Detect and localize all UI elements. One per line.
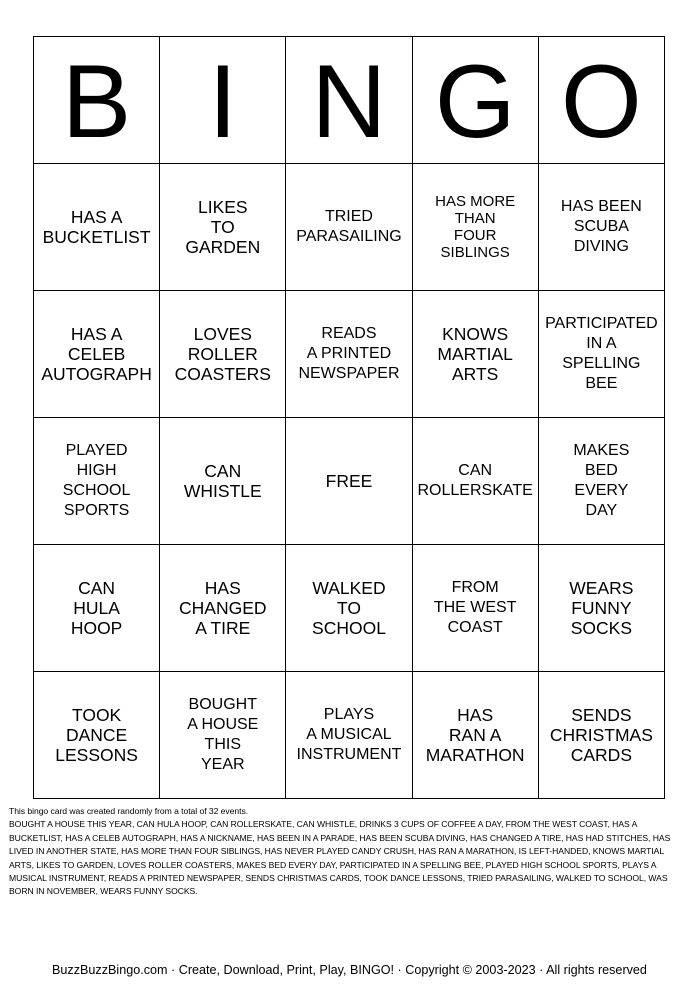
- bingo-square: [34, 164, 160, 291]
- bingo-square: [286, 164, 412, 291]
- bingo-square: [538, 291, 664, 418]
- square-text: SENDS CHRISTMAS CARDS: [549, 705, 653, 765]
- bingo-square: [160, 291, 286, 418]
- letter: O: [560, 44, 642, 160]
- letter: B: [61, 44, 132, 160]
- bingo-square: [34, 672, 160, 799]
- square-text: PLAYED HIGH SCHOOL SPORTS: [62, 442, 131, 519]
- header-letter-i: [160, 37, 286, 164]
- square-text: HAS A CELEB AUTOGRAPH: [41, 324, 152, 384]
- bingo-square: [286, 672, 412, 799]
- card-info-events: BOUGHT A HOUSE THIS YEAR, CAN HULA HOOP, CAN ROLLERSKATE, CAN WHISTLE, DRINKS 3 CUPS OF COFFEE A DAY, FROM THE WEST COAST, HAS A BUCKETLIST, HAS A CELEB AUTOGRAPH, HAS A NICKNAME, HAS BEEN IN A PARADE, HAS BEEN SCUBA DIVING, HAS CHANGED A TIRE, HAS HAD STITCHES, HAS LIVED IN ANOTHER STATE, HAS MORE THAN FOUR SIBLINGS, HAS NEVER PLAYED CANDY CRUSH, HAS RAN A MARATHON, IS LEFT-HANDED, KNOWS MARTIAL ARTS, LIKES TO GARDEN, LOVES ROLLER COASTERS, MAKES BED EVERY DAY, PARTICIPATED IN A SPELLING BEE, PLAYED HIGH SCHOOL SPORTS, PLAYS A MUSICAL INSTRUMENT, READS A PRINTED NEWSPAPER, SENDS CHRISTMAS CARDS, TOOK DANCE LESSONS, TRIED PARASAILING, WALKED TO SCHOOL, WAS BORN IN NOVEMBER, WEARS FUNNY SOCKS.: [9, 819, 671, 897]
- header-letter-o: [538, 37, 664, 164]
- bingo-square: [286, 545, 412, 672]
- bingo-square: [538, 672, 664, 799]
- bingo-square: [160, 672, 286, 799]
- bingo-square: [412, 418, 538, 545]
- square-text: BOUGHT A HOUSE THIS YEAR: [187, 696, 259, 773]
- board-row: [34, 672, 665, 799]
- bingo-square: [286, 291, 412, 418]
- square-text: HAS RAN A MARATHON: [425, 705, 525, 765]
- square-text: KNOWS MARTIAL ARTS: [437, 324, 513, 384]
- square-text: READS A PRINTED NEWSPAPER: [298, 325, 400, 382]
- bingo-square: [412, 291, 538, 418]
- free-square: [286, 418, 412, 545]
- bingo-square: [538, 545, 664, 672]
- square-text: HAS A BUCKETLIST: [42, 207, 151, 247]
- header-letter-g: [412, 37, 538, 164]
- square-text: TRIED PARASAILING: [296, 208, 402, 245]
- square-text: CAN HULA HOOP: [70, 578, 123, 638]
- board-row: [34, 418, 665, 545]
- bingo-square: [538, 164, 664, 291]
- square-text: HAS MORE THAN FOUR SIBLINGS: [435, 193, 516, 261]
- square-text: TOOK DANCE LESSONS: [55, 705, 138, 765]
- card-info-summary: This bingo card was created randomly from a total of 32 events.: [9, 806, 249, 816]
- header-letter-b: [34, 37, 160, 164]
- letter: G: [434, 44, 516, 160]
- square-text: CAN WHISTLE: [183, 461, 262, 501]
- bingo-square: [412, 545, 538, 672]
- bingo-square: [34, 291, 160, 418]
- bingo-square: [160, 164, 286, 291]
- card-info: [9, 805, 689, 899]
- header-letter-n: [286, 37, 412, 164]
- bingo-card: [33, 36, 665, 799]
- square-text: PLAYS A MUSICAL INSTRUMENT: [296, 706, 402, 763]
- square-text: LOVES ROLLER COASTERS: [174, 324, 271, 384]
- square-text: PARTICIPATED IN A SPELLING BEE: [545, 315, 658, 392]
- square-text: LIKES TO GARDEN: [185, 197, 261, 257]
- header-row: [34, 37, 665, 164]
- footer-copyright: BuzzBuzzBingo.com · Create, Download, Print, Play, BINGO! · Copyright © 2003-2023 · All rights reserved: [52, 963, 647, 977]
- square-text: HAS CHANGED A TIRE: [179, 578, 267, 638]
- bingo-square: [538, 418, 664, 545]
- bingo-square: [34, 418, 160, 545]
- square-text: CAN ROLLERSKATE: [417, 462, 533, 499]
- board-row: [34, 291, 665, 418]
- bingo-square: [160, 545, 286, 672]
- bingo-square: [34, 545, 160, 672]
- bingo-square: [412, 672, 538, 799]
- board-row: [34, 164, 665, 291]
- square-text: FROM THE WEST COAST: [433, 579, 517, 636]
- square-text: WALKED TO SCHOOL: [312, 578, 386, 638]
- square-text: FREE: [325, 471, 373, 491]
- bingo-square: [412, 164, 538, 291]
- bingo-square: [160, 418, 286, 545]
- square-text: HAS BEEN SCUBA DIVING: [560, 198, 642, 255]
- square-text: MAKES BED EVERY DAY: [573, 442, 630, 519]
- letter: N: [311, 44, 387, 160]
- board-row: [34, 545, 665, 672]
- square-text: WEARS FUNNY SOCKS: [569, 578, 634, 638]
- letter: I: [208, 44, 238, 160]
